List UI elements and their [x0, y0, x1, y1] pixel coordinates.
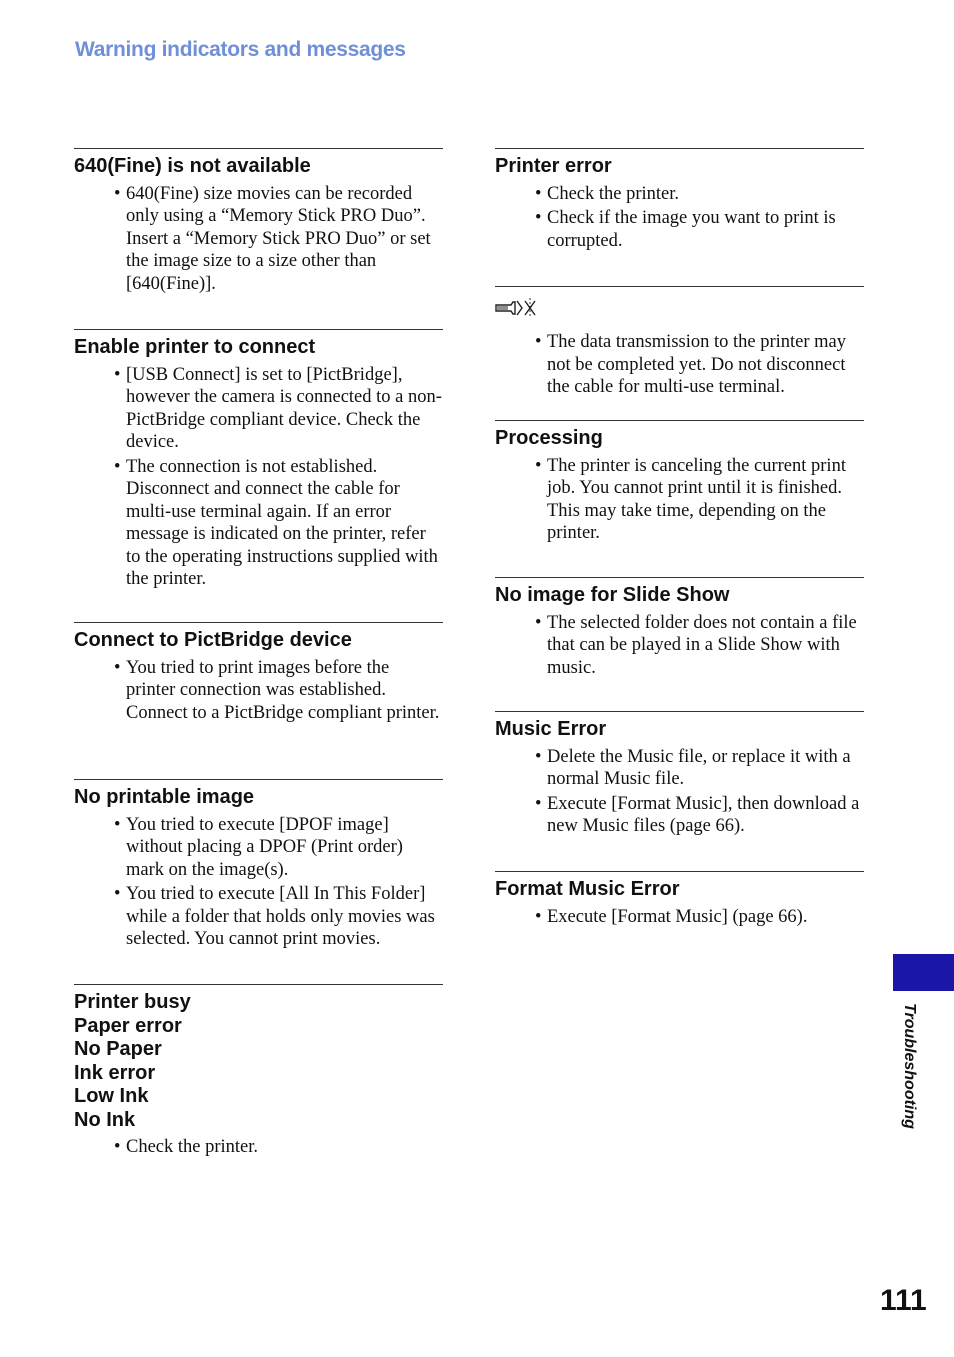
bullet-list [495, 331, 864, 399]
list-item: • You tried to execute [DPOF image] without placing a DPOF (Print order) mark on the image(s). [114, 814, 443, 882]
list-item: • You tried to execute [All In This Folder] while a folder that holds only movies was selected. You cannot print movies. [114, 883, 443, 951]
list-item: • Execute [Format Music] (page 66). [535, 906, 864, 929]
chapter-label: Troubleshooting [901, 1003, 918, 1129]
section-no-printable [74, 779, 443, 984]
section-heading: Printer error [495, 155, 612, 177]
list-item: • [USB Connect] is set to [PictBridge], however the camera is connected to a non-PictBridge compliant device. Check the device. [114, 364, 443, 454]
section-heading: Printer busy [74, 991, 191, 1013]
chapter-tab [893, 954, 954, 991]
section-music-error [495, 711, 864, 871]
list-item: • Check if the image you want to print is corrupted. [535, 207, 864, 252]
list-item: • Delete the Music file, or replace it with a normal Music file. [535, 746, 864, 791]
section-fine-unavailable [74, 148, 443, 329]
section-no-slideshow [495, 577, 864, 711]
section-heading: Connect to PictBridge device [74, 629, 352, 651]
page-header-title: Warning indicators and messages [75, 38, 406, 61]
printer-transfer-icon [495, 293, 864, 331]
list-item: • The printer is canceling the current print job. You cannot print until it is finished. This may take time, depending on the printer. [535, 455, 864, 545]
left-column [74, 148, 443, 1161]
bullet-list [74, 814, 443, 951]
section-heading: Music Error [495, 718, 607, 740]
section-heading: Paper error [74, 1014, 182, 1037]
bullet-list [74, 183, 443, 296]
page-number: 111 [880, 1284, 927, 1317]
section-heading: Processing [495, 427, 603, 449]
bullet-list [74, 1136, 443, 1159]
list-item: • Check the printer. [114, 1136, 443, 1159]
section-enable-printer [74, 329, 443, 622]
bullet-list [74, 364, 443, 591]
list-item: • 640(Fine) size movies can be recorded only using a “Memory Stick PRO Duo”. Insert a “Memory Stick PRO Duo” or set the image size to a size other than [640(Fine)]. [114, 183, 443, 296]
section-transfer-icon [495, 286, 864, 420]
bullet-list [495, 612, 864, 680]
bullet-list [74, 657, 443, 725]
section-heading: Ink error [74, 1061, 156, 1084]
list-item: • Check the printer. [535, 183, 864, 206]
list-item: • The data transmission to the printer may not be completed yet. Do not disconnect the cable for multi-use terminal. [535, 331, 864, 399]
list-item: • Execute [Format Music], then download a new Music files (page 66). [535, 793, 864, 838]
section-connect-pictbridge [74, 622, 443, 779]
bullet-list [495, 746, 864, 838]
section-heading: No printable image [74, 786, 255, 808]
section-heading: Enable printer to connect [74, 336, 316, 358]
section-heading: No Paper [74, 1038, 162, 1060]
bullet-list [495, 906, 864, 929]
section-processing [495, 420, 864, 577]
right-column [495, 148, 864, 930]
section-printer-error [495, 148, 864, 286]
list-item: • The selected folder does not contain a file that can be played in a Slide Show with music. [535, 612, 864, 680]
bullet-list [495, 455, 864, 545]
section-heading: Low Ink [74, 1085, 149, 1107]
section-printer-busy [74, 984, 443, 1159]
list-item: • You tried to print images before the printer connection was established. Connect to a PictBridge compliant printer. [114, 657, 443, 725]
section-heading: No image for Slide Show [495, 584, 730, 606]
bullet-list [495, 183, 864, 253]
list-item: • The connection is not established. Disconnect and connect the cable for multi-use terminal again. If an error message is indicated on the printer, refer to the operating instructions supplied with the printer. [114, 456, 443, 591]
section-format-music-error [495, 871, 864, 928]
section-heading: No Ink [74, 1108, 136, 1131]
section-heading: 640(Fine) is not available [74, 155, 311, 177]
section-heading: Format Music Error [495, 878, 680, 900]
